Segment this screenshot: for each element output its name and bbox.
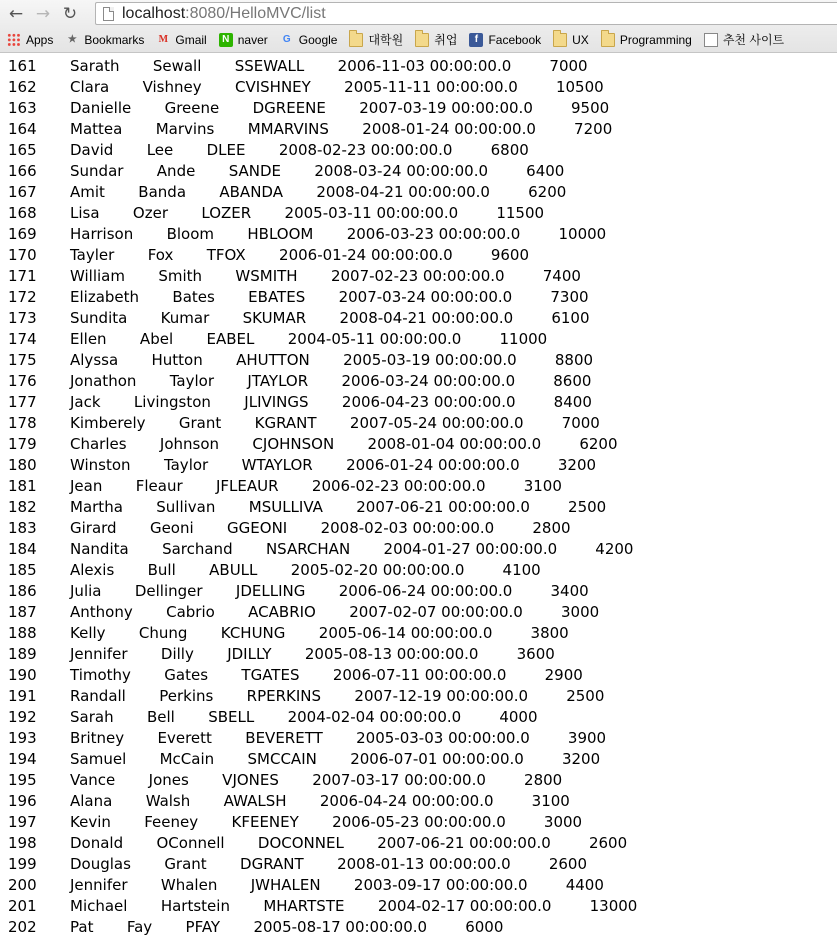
employee-row: 161 Sarath Sewall SSEWALL 2006-11-03 00:00:00.0 7000 — [8, 57, 588, 75]
apps-icon — [7, 33, 21, 47]
bookmark-gmail[interactable] — [156, 33, 206, 47]
employee-row: 189 Jennifer Dilly JDILLY 2005-08-13 00:00:00.0 3600 — [8, 645, 555, 663]
bookmark-label: naver — [237, 32, 268, 47]
employee-row: 163 Danielle Greene DGREENE 2007-03-19 00:00:00.0 9500 — [8, 99, 610, 117]
employee-row: 195 Vance Jones VJONES 2007-03-17 00:00:00.0 2800 — [8, 771, 563, 789]
bookmark-folder-graduate[interactable] — [349, 31, 403, 48]
employee-row: 184 Nandita Sarchand NSARCHAN 2004-01-27 00:00:00.0 4200 — [8, 540, 634, 558]
employee-row: 200 Jennifer Whalen JWHALEN 2003-09-17 00:00:00.0 4400 — [8, 876, 604, 894]
bookmark-bookmarks[interactable] — [65, 33, 144, 47]
employee-row: 174 Ellen Abel EABEL 2004-05-11 00:00:00.0 11000 — [8, 330, 548, 348]
facebook-icon: f — [469, 33, 483, 47]
bookmark-facebook[interactable] — [469, 33, 541, 47]
employee-row: 173 Sundita Kumar SKUMAR 2008-04-21 00:00:00.0 6100 — [8, 309, 590, 327]
bookmark-folder-ux[interactable] — [553, 33, 589, 47]
employee-row: 188 Kelly Chung KCHUNG 2005-06-14 00:00:00.0 3800 — [8, 624, 569, 642]
document-icon — [704, 33, 718, 47]
bookmark-label: Apps — [26, 32, 54, 47]
bookmark-label: Gmail — [175, 32, 207, 47]
url-path: :8080/HelloMVC/list — [185, 4, 326, 22]
bookmark-label: 대학원 — [368, 33, 404, 47]
forward-arrow-icon[interactable]: → — [35, 3, 51, 24]
folder-icon — [415, 33, 429, 47]
employee-row: 192 Sarah Bell SBELL 2004-02-04 00:00:00.0 4000 — [8, 708, 538, 726]
bookmark-google[interactable] — [280, 33, 338, 47]
naver-icon: N — [219, 33, 233, 47]
employee-row: 179 Charles Johnson CJOHNSON 2008-01-04 00:00:00.0 6200 — [8, 435, 618, 453]
employee-row: 183 Girard Geoni GGEONI 2008-02-03 00:00:00.0 2800 — [8, 519, 571, 537]
employee-row: 178 Kimberely Grant KGRANT 2007-05-24 00:00:00.0 7000 — [8, 414, 600, 432]
employee-row: 185 Alexis Bull ABULL 2005-02-20 00:00:00.0 4100 — [8, 561, 541, 579]
bookmark-label: 취업 — [434, 33, 458, 47]
employee-row: 168 Lisa Ozer LOZER 2005-03-11 00:00:00.0 11500 — [8, 204, 545, 222]
bookmark-label: Programming — [619, 32, 692, 47]
folder-icon — [601, 33, 615, 47]
employee-row: 180 Winston Taylor WTAYLOR 2006-01-24 00:00:00.0 3200 — [8, 456, 597, 474]
employee-row: 175 Alyssa Hutton AHUTTON 2005-03-19 00:00:00.0 8800 — [8, 351, 594, 369]
bookmark-label: Google — [298, 32, 338, 47]
employee-row: 181 Jean Fleaur JFLEAUR 2006-02-23 00:00:00.0 3100 — [8, 477, 562, 495]
gmail-icon: M — [158, 34, 169, 45]
employee-row: 169 Harrison Bloom HBLOOM 2006-03-23 00:00:00.0 10000 — [8, 225, 607, 243]
folder-icon — [349, 33, 363, 47]
bookmark-label: UX — [572, 32, 589, 47]
bookmark-label: Facebook — [488, 32, 542, 47]
address-bar[interactable] — [95, 2, 837, 25]
employee-row: 186 Julia Dellinger JDELLING 2006-06-24 00:00:00.0 3400 — [8, 582, 589, 600]
employee-row: 201 Michael Hartstein MHARTSTE 2004-02-17 00:00:00.0 13000 — [8, 897, 638, 915]
employee-row: 197 Kevin Feeney KFEENEY 2006-05-23 00:00:00.0 3000 — [8, 813, 583, 831]
employee-row: 193 Britney Everett BEVERETT 2005-03-03 00:00:00.0 3900 — [8, 729, 607, 747]
employee-row: 198 Donald OConnell DOCONNEL 2007-06-21 00:00:00.0 2600 — [8, 834, 628, 852]
bookmark-folder-programming[interactable] — [601, 33, 692, 47]
employee-row: 162 Clara Vishney CVISHNEY 2005-11-11 00:00:00.0 10500 — [8, 78, 604, 96]
bookmark-recommended-sites[interactable] — [704, 31, 784, 48]
bookmark-apps[interactable] — [7, 33, 53, 47]
employee-row: 177 Jack Livingston JLIVINGS 2006-04-23 00:00:00.0 8400 — [8, 393, 592, 411]
page-content — [0, 53, 837, 942]
employee-row: 167 Amit Banda ABANDA 2008-04-21 00:00:00.0 6200 — [8, 183, 567, 201]
star-icon: ★ — [67, 34, 77, 45]
employee-row: 172 Elizabeth Bates EBATES 2007-03-24 00:00:00.0 7300 — [8, 288, 589, 306]
url-host: localhost — [122, 4, 186, 22]
employee-row: 165 David Lee DLEE 2008-02-23 00:00:00.0 6800 — [8, 141, 529, 159]
bookmark-label: 추천 사이트 — [722, 33, 785, 47]
employee-row: 202 Pat Fay PFAY 2005-08-17 00:00:00.0 6000 — [8, 918, 504, 936]
address-url[interactable] — [122, 5, 326, 23]
google-icon: G — [282, 34, 291, 45]
back-arrow-icon[interactable]: ← — [8, 3, 24, 24]
reload-icon[interactable]: ↻ — [62, 3, 78, 24]
browser-toolbar — [0, 0, 837, 27]
employee-row: 199 Douglas Grant DGRANT 2008-01-13 00:00:00.0 2600 — [8, 855, 588, 873]
bookmark-label: Bookmarks — [84, 32, 145, 47]
employee-row: 171 William Smith WSMITH 2007-02-23 00:00:00.0 7400 — [8, 267, 581, 285]
bookmark-folder-jobs[interactable] — [415, 31, 457, 48]
employee-row: 170 Tayler Fox TFOX 2006-01-24 00:00:00.0 9600 — [8, 246, 529, 264]
bookmarks-bar — [0, 27, 837, 53]
bookmark-naver[interactable] — [219, 33, 268, 47]
employee-row: 190 Timothy Gates TGATES 2006-07-11 00:00:00.0 2900 — [8, 666, 583, 684]
employee-row: 191 Randall Perkins RPERKINS 2007-12-19 00:00:00.0 2500 — [8, 687, 605, 705]
employee-row: 187 Anthony Cabrio ACABRIO 2007-02-07 00:00:00.0 3000 — [8, 603, 600, 621]
employee-row: 194 Samuel McCain SMCCAIN 2006-07-01 00:00:00.0 3200 — [8, 750, 601, 768]
employee-row: 166 Sundar Ande SANDE 2008-03-24 00:00:00.0 6400 — [8, 162, 565, 180]
employee-row: 164 Mattea Marvins MMARVINS 2008-01-24 00:00:00.0 7200 — [8, 120, 613, 138]
employee-row: 176 Jonathon Taylor JTAYLOR 2006-03-24 00:00:00.0 8600 — [8, 372, 592, 390]
employee-row: 182 Martha Sullivan MSULLIVA 2007-06-21 00:00:00.0 2500 — [8, 498, 607, 516]
folder-icon — [553, 33, 567, 47]
employee-row: 196 Alana Walsh AWALSH 2006-04-24 00:00:00.0 3100 — [8, 792, 570, 810]
page-icon — [103, 7, 114, 21]
